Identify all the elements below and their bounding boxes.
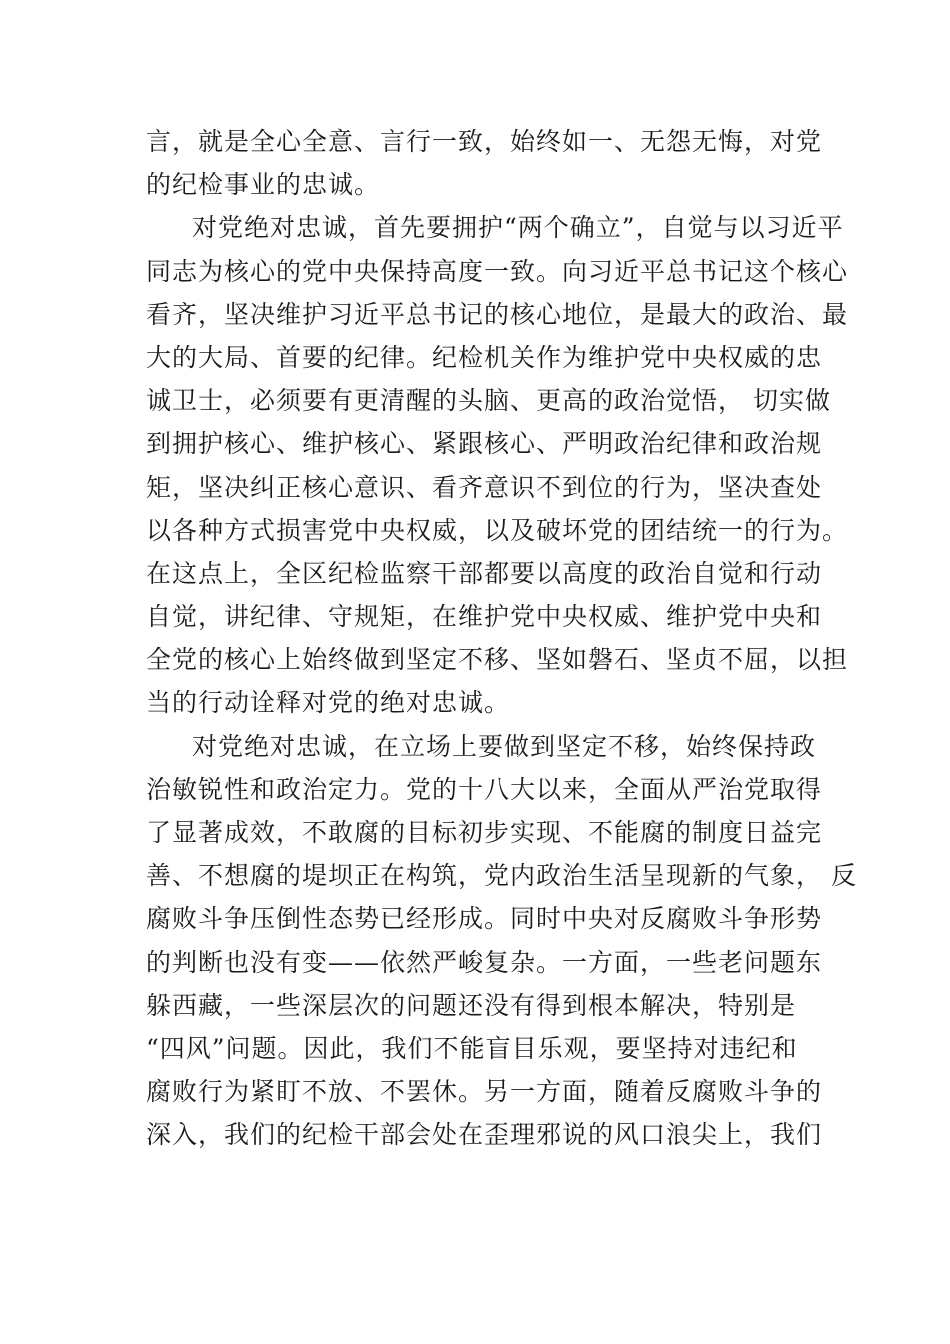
text-line: 腐败斗争压倒性态势已经形成。同时中央对反腐败斗争形势 [146, 904, 823, 934]
paragraph-first-line: 对党绝对忠诚，在立场上要做到坚定不移，始终保持政 [192, 731, 817, 761]
text-line: 诚卫士，必须要有更清醒的头脑、更高的政治觉悟， 切实做 [146, 386, 831, 416]
text-line: 同志为核心的党中央保持高度一致。向习近平总书记这个核心 [146, 256, 849, 286]
text-line: 自觉，讲纪律、守规矩，在维护党中央权威、维护党中央和 [146, 602, 823, 632]
text-line: “四风”问题。因此，我们不能盲目乐观，要坚持对违纪和 [146, 1033, 798, 1063]
text-line: 全党的核心上始终做到坚定不移、坚如磐石、坚贞不屈，以担 [146, 645, 849, 675]
text-line: 当的行动诠释对党的绝对忠诚。 [146, 688, 511, 718]
text-line: 的判断也没有变——依然严峻复杂。一方面，一些老问题东 [146, 947, 823, 977]
text-line: 矩，坚决纠正核心意识、看齐意识不到位的行为，坚决查处 [146, 472, 823, 502]
text-line: 以各种方式损害党中央权威，以及破坏党的团结统一的行为。 [146, 515, 849, 545]
text-line: 看齐，坚决维护习近平总书记的核心地位，是最大的政治、最 [146, 299, 849, 329]
body-text [146, 120, 857, 1157]
text-line: 了显著成效，不敢腐的目标初步实现、不能腐的制度日益完 [146, 818, 823, 847]
text-line: 躲西藏，一些深层次的问题还没有得到根本解决，特别是 [146, 990, 797, 1020]
text-line: 的纪检事业的忠诚。 [146, 170, 381, 200]
text-line: 深入，我们的纪检干部会处在歪理邪说的风口浪尖上，我们 [146, 1120, 823, 1150]
paragraph-first-line: 对党绝对忠诚，首先要拥护“两个确立”，自觉与以习近平 [192, 213, 844, 243]
text-line: 治敏锐性和政治定力。党的十八大以来，全面从严治党取得 [146, 774, 823, 804]
text-line: 腐败行为紧盯不放、不罢休。另一方面，随着反腐败斗争的 [146, 1077, 823, 1107]
text-line: 大的大局、首要的纪律。纪检机关作为维护党中央权威的忠 [146, 342, 823, 372]
text-line: 善、不想腐的堤坝正在构筑，党内政治生活呈现新的气象， 反 [146, 861, 857, 891]
text-line: 言，就是全心全意、言行一致，始终如一、无怨无悔，对党 [146, 127, 823, 156]
text-line: 到拥护核心、维护核心、紧跟核心、严明政治纪律和政治规 [146, 429, 823, 459]
text-line: 在这点上，全区纪检监察干部都要以高度的政治自觉和行动 [146, 558, 823, 588]
